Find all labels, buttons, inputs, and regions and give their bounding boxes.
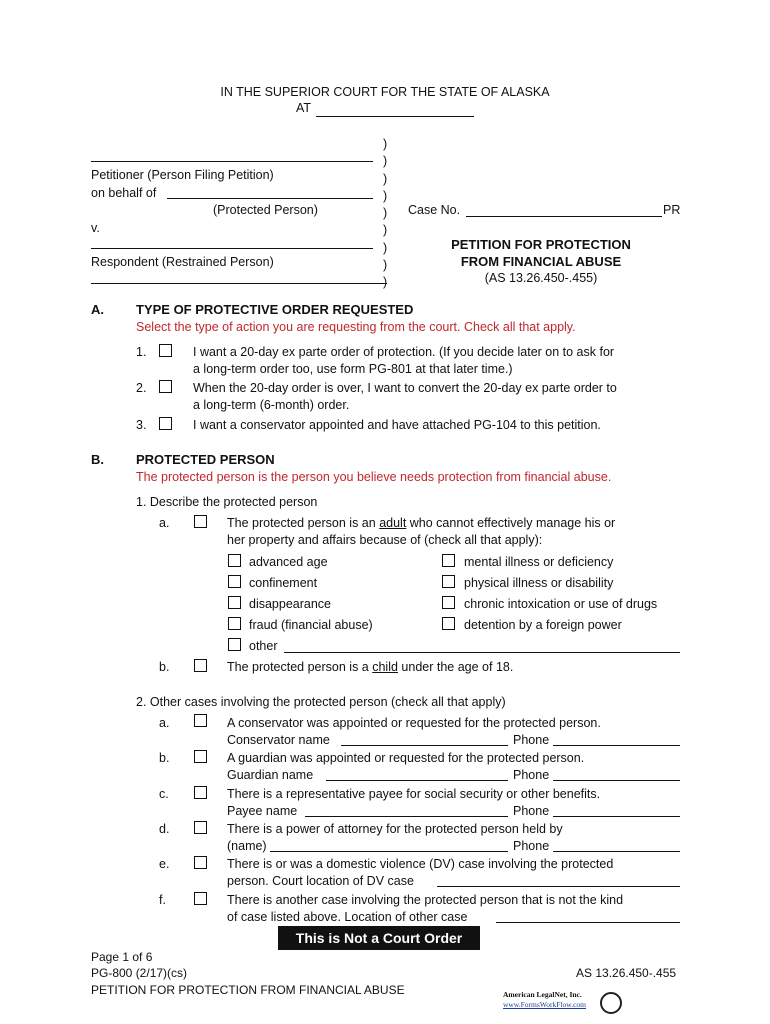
- item-letter: b.: [159, 751, 170, 765]
- section-b-letter: B.: [91, 452, 104, 467]
- payee-checkbox[interactable]: [194, 786, 207, 799]
- item-letter: c.: [159, 787, 169, 801]
- reason-label: advanced age: [249, 555, 328, 569]
- reason-label: disappearance: [249, 597, 332, 611]
- payee-phone-field[interactable]: [553, 816, 680, 817]
- respondent-name-field[interactable]: [91, 248, 373, 249]
- form-title: PETITION FOR PROTECTION FROM FINANCIAL ABUSE: [91, 983, 405, 997]
- reason-other-checkbox[interactable]: [228, 638, 241, 651]
- caption-bottom-rule: [91, 283, 387, 284]
- conservator-phone-field[interactable]: [553, 745, 680, 746]
- option-number: 3.: [136, 418, 147, 432]
- respondent-label: Respondent (Restrained Person): [91, 255, 274, 269]
- court-location-field[interactable]: [316, 116, 474, 117]
- attorney-name-field[interactable]: [270, 851, 508, 852]
- guardian-name-field[interactable]: [326, 780, 508, 781]
- reason-advanced-age-checkbox[interactable]: [228, 554, 241, 567]
- section-b-instruction: The protected person is the person you believe needs protection from financial abuse.: [136, 470, 612, 484]
- reason-label: fraud (financial abuse): [249, 618, 373, 632]
- case-text: There is or was a domestic violence (DV) case involving the protected: [227, 857, 614, 871]
- court-heading: IN THE SUPERIOR COURT FOR THE STATE OF ALASKA: [220, 85, 550, 99]
- phone-label: Phone: [513, 804, 550, 818]
- describe-protected-label: 1. Describe the protected person: [136, 495, 318, 509]
- footer-statute: AS 13.26.450-.455: [576, 966, 677, 980]
- phone-label: Phone: [513, 768, 550, 782]
- case-text: There is another case involving the protected person that is not the kind: [227, 893, 624, 907]
- conservator-name-field[interactable]: [341, 745, 508, 746]
- section-a-letter: A.: [91, 302, 104, 317]
- page-number: Page 1 of 6: [91, 950, 153, 964]
- case-text: A guardian was appointed or requested for the protected person.: [227, 751, 585, 765]
- item-letter: d.: [159, 822, 170, 836]
- child-checkbox[interactable]: [194, 659, 207, 672]
- logo-emblem-icon: [600, 992, 622, 1014]
- guardian-checkbox[interactable]: [194, 750, 207, 763]
- adult-statement: The protected person is an adult who cannot effectively manage his or: [227, 516, 616, 530]
- option-text: a long-term (6-month) order.: [193, 398, 350, 412]
- caption-parentheses: ) ) ) ) ) ) ) ) ): [383, 137, 388, 290]
- option-3-checkbox[interactable]: [159, 417, 172, 430]
- item-letter: f.: [159, 893, 166, 907]
- case-name-label: Payee name: [227, 804, 298, 818]
- phone-label: Phone: [513, 733, 550, 747]
- option-text: I want a conservator appointed and have attached PG-104 to this petition.: [193, 418, 601, 432]
- item-letter: b.: [159, 660, 170, 674]
- petition-title-line1: PETITION FOR PROTECTION: [451, 237, 631, 252]
- reason-disappearance-checkbox[interactable]: [228, 596, 241, 609]
- reason-label: physical illness or disability: [464, 576, 614, 590]
- other-case-location-field[interactable]: [496, 922, 680, 923]
- reason-detention-checkbox[interactable]: [442, 617, 455, 630]
- petitioner-name-field[interactable]: [91, 161, 373, 162]
- reason-physical-illness-checkbox[interactable]: [442, 575, 455, 588]
- option-text: a long-term order too, use form PG-801 at that later time.): [193, 362, 513, 376]
- case-text: There is a power of attorney for the protected person held by: [227, 822, 563, 836]
- versus-label: v.: [91, 221, 100, 235]
- case-number-label: Case No.: [408, 203, 461, 217]
- adult-checkbox[interactable]: [194, 515, 207, 528]
- logo-url: www.FormsWorkFlow.com: [503, 1000, 587, 1009]
- conservator-checkbox[interactable]: [194, 714, 207, 727]
- reason-intoxication-checkbox[interactable]: [442, 596, 455, 609]
- case-name-label: (name): [227, 839, 267, 853]
- other-case-checkbox[interactable]: [194, 892, 207, 905]
- adult-statement-cont: her property and affairs because of (check all that apply):: [227, 533, 543, 547]
- option-text: When the 20-day order is over, I want to convert the 20-day ex parte order to: [193, 381, 617, 395]
- option-number: 1.: [136, 345, 147, 359]
- american-legalnet-logo: [503, 990, 633, 1020]
- reason-fraud-checkbox[interactable]: [228, 617, 241, 630]
- case-suffix: PR: [663, 203, 681, 217]
- section-a-instruction: Select the type of action you are requesting from the court. Check all that apply.: [136, 320, 576, 334]
- power-of-attorney-checkbox[interactable]: [194, 821, 207, 834]
- case-name-label: of case listed above. Location of other case: [227, 910, 468, 924]
- on-behalf-label: on behalf of: [91, 186, 157, 200]
- child-statement: The protected person is a child under the age of 18.: [227, 660, 514, 674]
- at-label: AT: [296, 101, 312, 115]
- attorney-phone-field[interactable]: [553, 851, 680, 852]
- dv-case-checkbox[interactable]: [194, 856, 207, 869]
- guardian-phone-field[interactable]: [553, 780, 680, 781]
- reason-label: mental illness or deficiency: [464, 555, 614, 569]
- item-letter: e.: [159, 857, 170, 871]
- reason-confinement-checkbox[interactable]: [228, 575, 241, 588]
- reason-label: other: [249, 639, 278, 653]
- option-number: 2.: [136, 381, 147, 395]
- protected-person-label: (Protected Person): [213, 203, 318, 217]
- case-text: A conservator was appointed or requested for the protected person.: [227, 716, 601, 730]
- form-id: PG-800 (2/17)(cs): [91, 966, 188, 980]
- logo-company: American LegalNet, Inc.: [503, 990, 582, 999]
- option-text: I want a 20-day ex parte order of protection. (If you decide later on to ask for: [193, 345, 615, 359]
- reason-label: chronic intoxication or use of drugs: [464, 597, 658, 611]
- case-name-label: Guardian name: [227, 768, 314, 782]
- phone-label: Phone: [513, 839, 550, 853]
- option-2-checkbox[interactable]: [159, 380, 172, 393]
- case-number-field[interactable]: [466, 216, 662, 217]
- protected-person-name-field[interactable]: [167, 198, 373, 199]
- payee-name-field[interactable]: [305, 816, 508, 817]
- petition-title-line2: FROM FINANCIAL ABUSE: [460, 254, 622, 269]
- other-cases-label: 2. Other cases involving the protected person (check all that apply): [136, 695, 506, 709]
- reason-label: detention by a foreign power: [464, 618, 622, 632]
- reason-label: confinement: [249, 576, 318, 590]
- reason-other-field[interactable]: [284, 652, 680, 653]
- reason-mental-illness-checkbox[interactable]: [442, 554, 455, 567]
- section-b-title: PROTECTED PERSON: [136, 452, 275, 467]
- case-name-label: person. Court location of DV case: [227, 874, 414, 888]
- petition-statute: (AS 13.26.450-.455): [484, 271, 598, 285]
- section-a-title: TYPE OF PROTECTIVE ORDER REQUESTED: [136, 302, 414, 317]
- item-letter: a.: [159, 716, 170, 730]
- case-name-label: Conservator name: [227, 733, 330, 747]
- petitioner-label: Petitioner (Person Filing Petition): [91, 168, 274, 182]
- case-text: There is a representative payee for social security or other benefits.: [227, 787, 601, 801]
- not-court-order-badge: This is Not a Court Order: [278, 926, 480, 950]
- option-1-checkbox[interactable]: [159, 344, 172, 357]
- dv-court-location-field[interactable]: [437, 886, 680, 887]
- item-letter: a.: [159, 516, 170, 530]
